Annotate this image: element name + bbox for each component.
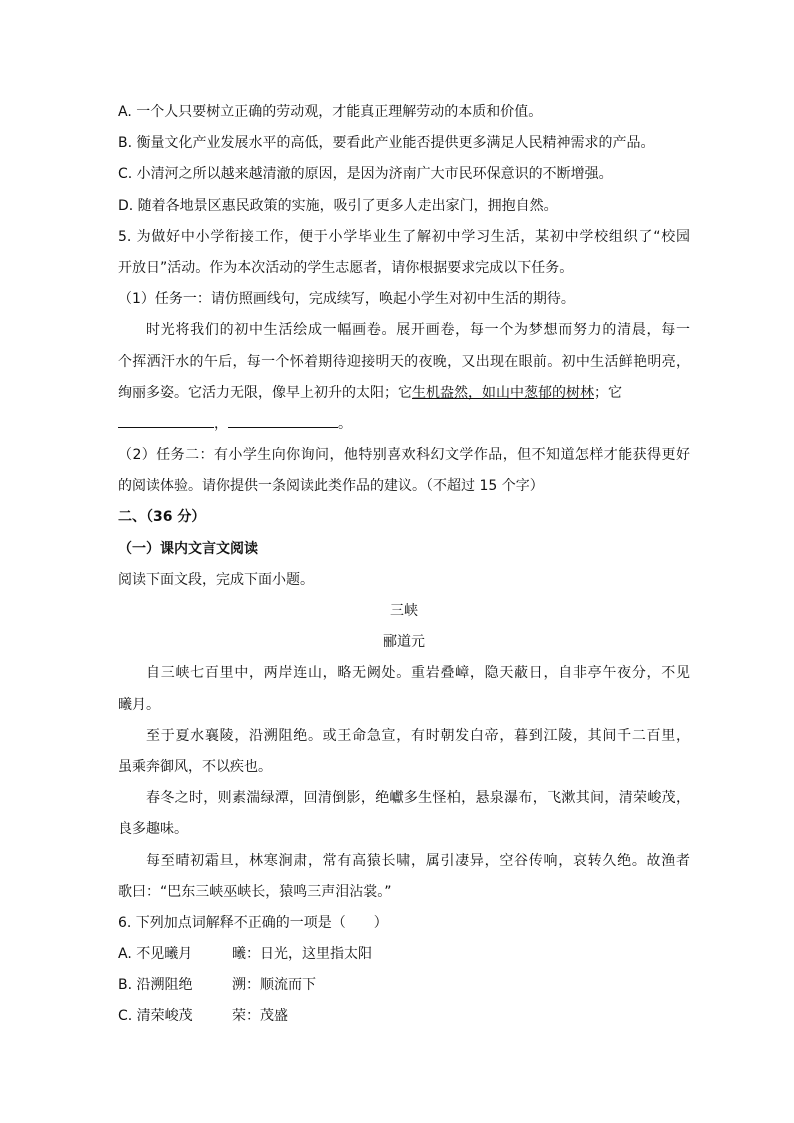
q5-paragraph: 时光将我们的初中生活绘成一幅画卷。展开画卷，每一个为梦想而努力的清晨，每一 — [146, 322, 690, 339]
passage-paragraph-cont: 曦月。 — [118, 696, 160, 713]
q6-option-a — [118, 939, 690, 970]
q5-paragraph-cont — [118, 378, 690, 409]
sub-heading: （一）课内文言文阅读 — [118, 540, 258, 557]
q4-option-a: A. 一个人只要树立正确的劳动观，才能真正理解劳动的本质和价值。 — [118, 104, 543, 120]
q5-stem-cont: 开放日”活动。作为本次活动的学生志愿者，请你根据要求完成以下任务。 — [118, 259, 574, 276]
answer-blank-1[interactable] — [118, 413, 214, 428]
q5-stem: 5. 为做好中小学衔接工作，便于小学毕业生了解初中学习生活，某初中学校组织了“校园 — [118, 228, 690, 245]
q4-option-d: D. 随着各地景区惠民政策的实施，吸引了更多人走出家门，拥抱自然。 — [118, 197, 558, 214]
underlined-sentence: 生机盎然，如山中葱郁的树林 — [412, 384, 594, 401]
instruction: 阅读下面文段，完成下面小题。 — [118, 571, 314, 588]
option-gloss: 荣：茂盛 — [232, 1008, 288, 1025]
q6-stem: 6. 下列加点词解释不正确的一项是（ ） — [118, 914, 388, 931]
option-label: B. 沿溯阻绝 — [118, 977, 193, 994]
q4-option-c: C. 小清河之所以越来越清澈的原因，是因为济南广大市民环保意识的不断增强。 — [118, 166, 613, 183]
q5-task2-cont: 的阅读体验。请你提供一条阅读此类作品的建议。（不超过 15 个字） — [118, 478, 544, 495]
text: ；它 — [594, 384, 622, 401]
passage-paragraph-cont: 良多趣味。 — [118, 821, 188, 838]
section-heading: 二、（36 分） — [118, 509, 206, 526]
q5-task1: （1）任务一：请仿照画线句，完成续写，唤起小学生对初中生活的期待。 — [118, 291, 575, 308]
passage-title: 三峡 — [390, 603, 418, 619]
passage-paragraph-cont: 歌曰：“巴东三峡巫峡长，猿鸣三声泪沾裳。” — [118, 883, 392, 900]
passage-paragraph-cont: 虽乘奔御风，不以疾也。 — [118, 758, 272, 775]
option-label: C. 清荣峻茂 — [118, 1008, 193, 1025]
document-page — [118, 97, 690, 1033]
passage-paragraph: 每至晴初霜旦，林寒涧肃，常有高猿长啸，属引凄异，空谷传响，哀转久绝。故渔者 — [146, 852, 690, 869]
option-gloss: 溯：顺流而下 — [232, 977, 316, 994]
q6-option-b — [118, 970, 690, 1001]
passage-paragraph: 自三峡七百里中，两岸连山，略无阙处。重岩叠嶂，隐天蔽日，自非亭午夜分，不见 — [146, 665, 690, 682]
passage-paragraph: 春冬之时，则素湍绿潭，回清倒影，绝巘多生怪柏，悬泉瀑布，飞漱其间，清荣峻茂， — [146, 790, 690, 807]
answer-blank-2[interactable] — [228, 413, 338, 428]
passage-paragraph: 至于夏水襄陵，沿溯阻绝。或王命急宣，有时朝发白帝，暮到江陵，其间千二百里， — [146, 727, 690, 744]
period: 。 — [338, 415, 352, 432]
q5-task2: （2）任务二：有小学生向你询问，他特别喜欢科幻文学作品，但不知道怎样才能获得更好 — [118, 447, 690, 464]
text: 绚丽多姿。它活力无限，像早上初升的太阳；它 — [118, 384, 412, 401]
separator: ， — [214, 415, 228, 432]
option-gloss: 曦：日光，这里指太阳 — [232, 946, 372, 963]
q5-paragraph-cont: 个挥洒汗水的午后，每一个怀着期待迎接明天的夜晚，又出现在眼前。初中生活鲜艳明亮， — [118, 353, 690, 370]
answer-blanks — [118, 409, 690, 440]
passage-author: 郦道元 — [383, 634, 425, 651]
q4-option-b: B. 衡量文化产业发展水平的高低，要看此产业能否提供更多满足人民精神需求的产品。 — [118, 135, 655, 152]
q6-option-c — [118, 1001, 690, 1032]
option-label: A. 不见曦月 — [118, 946, 193, 963]
